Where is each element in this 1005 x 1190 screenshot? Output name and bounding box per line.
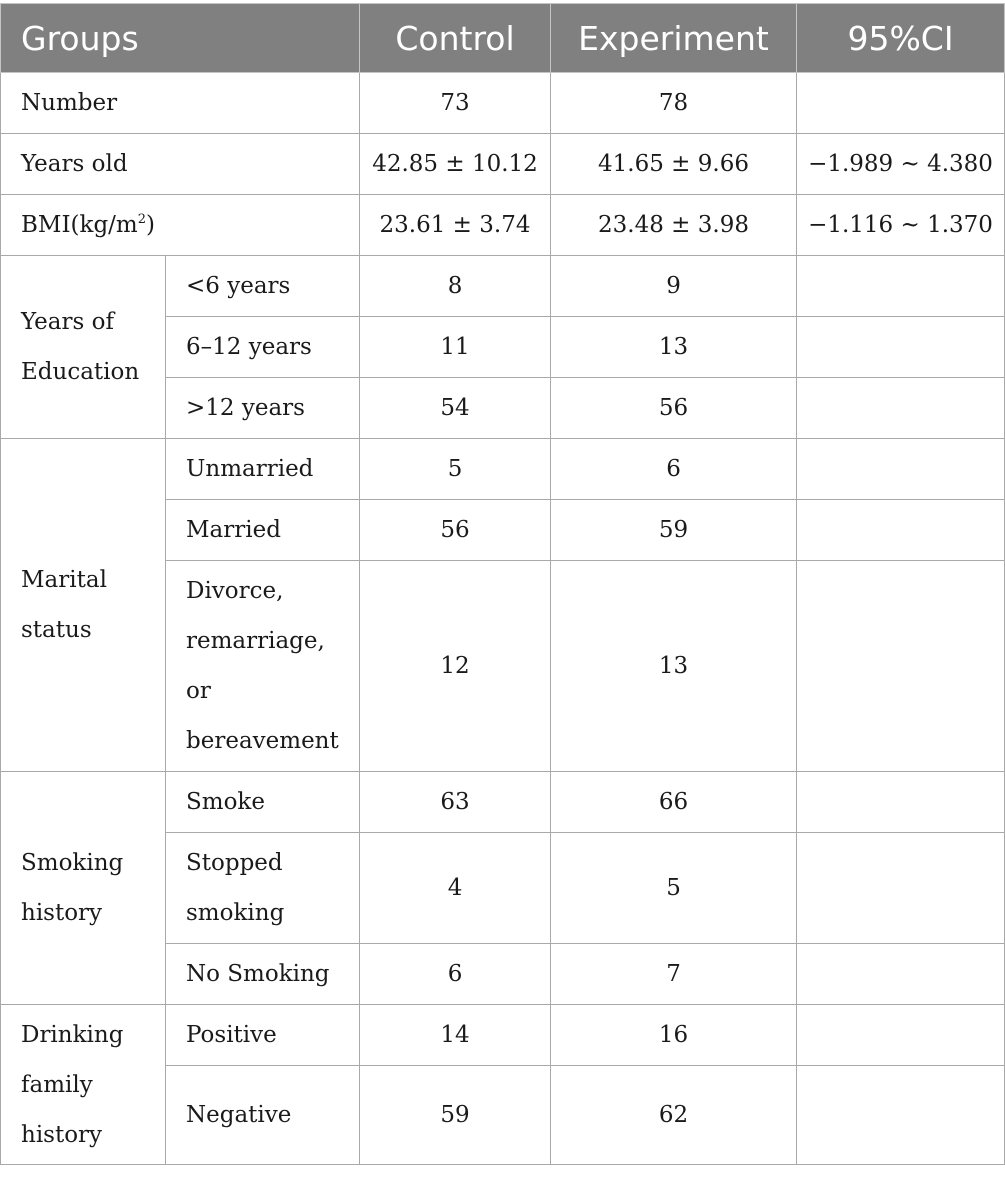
experiment-value: 62 <box>551 1066 797 1165</box>
experiment-value: 56 <box>551 378 797 439</box>
experiment-value: 59 <box>551 500 797 561</box>
row-label: Smoke <box>166 772 360 833</box>
table-row-age <box>1 134 1005 195</box>
experiment-value: 13 <box>551 561 797 772</box>
table-row <box>1 772 1005 833</box>
header-groups: Groups <box>1 4 360 73</box>
experiment-value: 78 <box>551 73 797 134</box>
table-row <box>1 256 1005 317</box>
row-label: Stopped smoking <box>166 833 360 944</box>
control-value: 14 <box>360 1005 551 1066</box>
experiment-value: 6 <box>551 439 797 500</box>
header-control: Control <box>360 4 551 73</box>
row-label: <6 years <box>166 256 360 317</box>
table-row <box>1 439 1005 500</box>
control-value: 59 <box>360 1066 551 1165</box>
group-label-education: Years of Education <box>1 256 166 439</box>
row-label: 6–12 years <box>166 317 360 378</box>
ci-value <box>797 772 1005 833</box>
control-value: 23.61 ± 3.74 <box>360 195 551 256</box>
control-value: 73 <box>360 73 551 134</box>
ci-value <box>797 561 1005 772</box>
ci-value <box>797 439 1005 500</box>
baseline-characteristics-table <box>0 3 1005 1165</box>
row-label: Positive <box>166 1005 360 1066</box>
row-label: Unmarried <box>166 439 360 500</box>
bmi-label-superscript: 2 <box>137 212 147 227</box>
row-label: >12 years <box>166 378 360 439</box>
row-label: No Smoking <box>166 944 360 1005</box>
control-value: 56 <box>360 500 551 561</box>
experiment-value: 23.48 ± 3.98 <box>551 195 797 256</box>
row-label: Divorce, remarriage, or bereavement <box>166 561 360 772</box>
group-label-drinking: Drinking family history <box>1 1005 166 1165</box>
header-row <box>1 4 1005 73</box>
header-ci: 95%CI <box>797 4 1005 73</box>
control-value: 5 <box>360 439 551 500</box>
row-label: Years old <box>1 134 360 195</box>
ci-value <box>797 1005 1005 1066</box>
ci-value <box>797 378 1005 439</box>
bmi-label-end: ) <box>146 212 155 238</box>
group-label-marital: Marital status <box>1 439 166 772</box>
experiment-value: 5 <box>551 833 797 944</box>
ci-value: −1.116 ~ 1.370 <box>797 195 1005 256</box>
row-label: Negative <box>166 1066 360 1165</box>
control-value: 42.85 ± 10.12 <box>360 134 551 195</box>
control-value: 11 <box>360 317 551 378</box>
control-value: 63 <box>360 772 551 833</box>
group-label-smoking: Smoking history <box>1 772 166 1005</box>
experiment-value: 41.65 ± 9.66 <box>551 134 797 195</box>
experiment-value: 16 <box>551 1005 797 1066</box>
ci-value <box>797 944 1005 1005</box>
row-label: Number <box>1 73 360 134</box>
table-row-number <box>1 73 1005 134</box>
row-label <box>1 195 360 256</box>
experiment-value: 66 <box>551 772 797 833</box>
table-row <box>1 1005 1005 1066</box>
control-value: 4 <box>360 833 551 944</box>
experiment-value: 7 <box>551 944 797 1005</box>
ci-value <box>797 1066 1005 1165</box>
table-row-bmi <box>1 195 1005 256</box>
ci-value <box>797 317 1005 378</box>
control-value: 54 <box>360 378 551 439</box>
control-value: 8 <box>360 256 551 317</box>
ci-value <box>797 500 1005 561</box>
control-value: 6 <box>360 944 551 1005</box>
ci-value: −1.989 ~ 4.380 <box>797 134 1005 195</box>
experiment-value: 9 <box>551 256 797 317</box>
bmi-label-text: BMI(kg/m <box>21 212 138 238</box>
ci-value <box>797 833 1005 944</box>
control-value: 12 <box>360 561 551 772</box>
header-experiment: Experiment <box>551 4 797 73</box>
ci-value <box>797 73 1005 134</box>
experiment-value: 13 <box>551 317 797 378</box>
ci-value <box>797 256 1005 317</box>
row-label: Married <box>166 500 360 561</box>
